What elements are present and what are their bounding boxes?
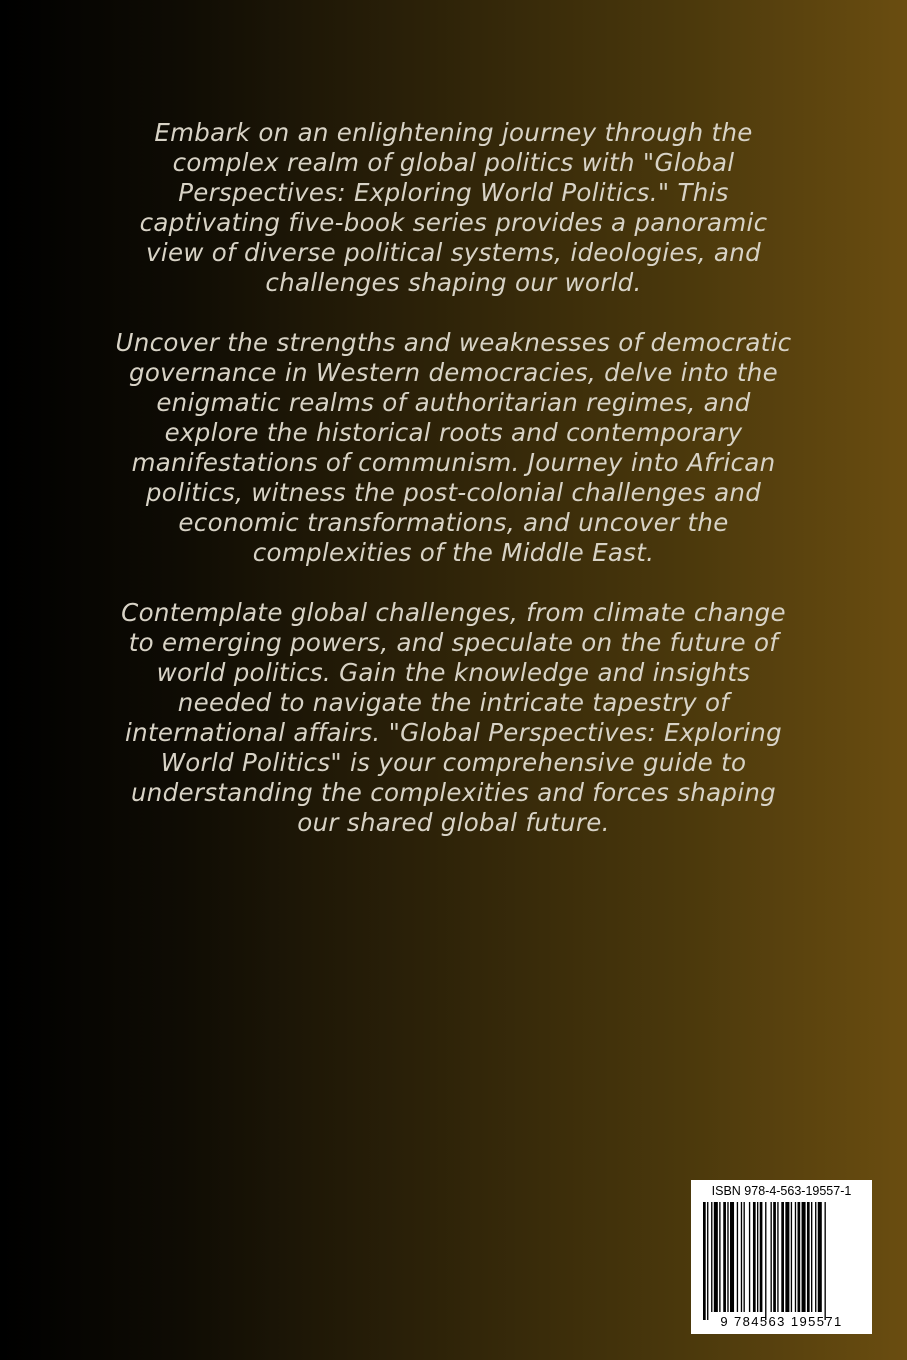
isbn-barcode (691, 1180, 872, 1334)
blurb-text (110, 118, 797, 868)
isbn-label: ISBN 978-4-563-19557-1 (711, 1184, 852, 1198)
blurb-paragraph-1: Embark on an enlightening journey through the complex realm of global politics with "Global Perspectives: Exploring World Politics." This captivating five-book series provides a panoramic view of diverse political systems, ideologies, and challenges shaping our world. (139, 118, 768, 297)
blurb-paragraph-2: Uncover the strengths and weaknesses of democratic governance in Western democracies, delve into the enigmatic realms of authoritarian regimes, and explore the historical roots and contemporary manifestations of communism. Journey into African politics, witness the post-colonial challenges and economic transformations, and uncover the complexities of the Middle East. (115, 328, 792, 567)
barcode-bars (701, 1202, 865, 1322)
barcode-digits: 9 784563 195571 (720, 1314, 843, 1329)
blurb-paragraph-3: Contemplate global challenges, from climate change to emerging powers, and speculate on the future of world politics. Gain the knowledge and insights needed to navigate the intricate tapestry of international affairs. "Global Perspectives: Exploring World Politics" is your comprehensive guide to understanding the complexities and forces shaping our shared global future. (121, 598, 786, 837)
